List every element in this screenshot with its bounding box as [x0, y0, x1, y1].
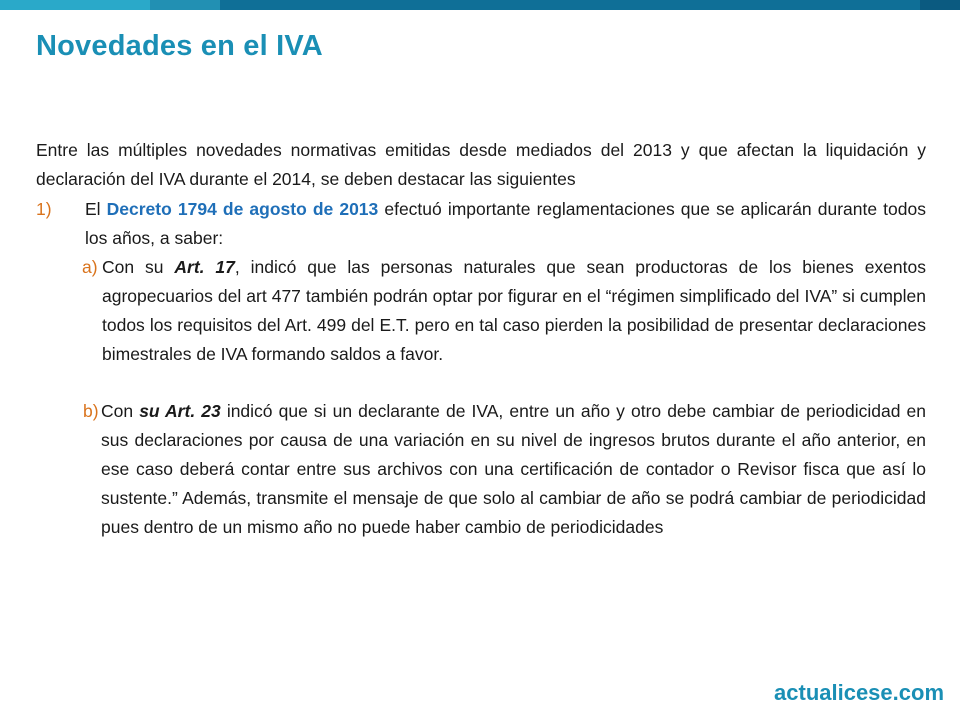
item1-text-pre: El — [85, 199, 107, 219]
top-accent-bar — [0, 0, 960, 10]
sub-marker-a: a) — [82, 257, 98, 277]
sub-marker-b: b) — [83, 401, 99, 421]
list-item-1 — [36, 195, 926, 253]
article-17-emphasis: Art. 17 — [174, 257, 235, 277]
top-bar-segment — [220, 0, 920, 10]
top-bar-segment — [150, 0, 220, 10]
sub-a-text-post: , indicó que las personas naturales que sean productoras de los bienes exentos agropecuarios del art 477 también podrán optar por figurar en el “régimen simplificado del IVA” si cumplen todos los requisitos del Art. 499 del E.T. pero en tal caso pierden la posibilidad de presentar declaraciones bimestrales de IVA formando saldos a favor. — [102, 257, 926, 364]
item1-text-post: efectuó importante reglamentaciones que se aplicarán durante todos los años, a saber: — [85, 199, 926, 248]
sub-item-b — [36, 397, 926, 542]
sub-item-a — [36, 253, 926, 369]
sub-b-text-post: indicó que si un declarante de IVA, entre un año y otro debe cambiar de periodicidad en sus declaraciones por causa de una variación en su nivel de ingresos brutos durante el año anterior, en ese caso deberá contar entre sus archivos con una certificación de contador o Revisor fisca que así lo sustente.” Además, transmite el mensaje de que solo al cambiar de año se podrá cambiar de periodicidad pues dentro de un mismo año no puede haber cambio de periodicidades — [101, 401, 926, 537]
article-23-emphasis: su Art. 23 — [139, 401, 221, 421]
slide-title: Novedades en el IVA — [36, 30, 323, 62]
top-bar-segment — [920, 0, 960, 10]
paragraph-spacer — [36, 369, 926, 397]
sub-b-text-pre: Con — [101, 401, 140, 421]
sub-a-text-pre: Con su — [102, 257, 175, 277]
top-bar-segment — [0, 0, 150, 10]
slide-body — [36, 136, 926, 542]
intro-paragraph: Entre las múltiples novedades normativas emitidas desde mediados del 2013 y que afectan la liquidación y declaración del IVA durante el 2014, se deben destacar las siguientes — [36, 140, 926, 189]
list-marker: 1) — [36, 199, 52, 219]
brand-logo-text: actualicese.com — [774, 680, 944, 705]
decree-highlight: Decreto 1794 de agosto de 2013 — [106, 199, 379, 219]
